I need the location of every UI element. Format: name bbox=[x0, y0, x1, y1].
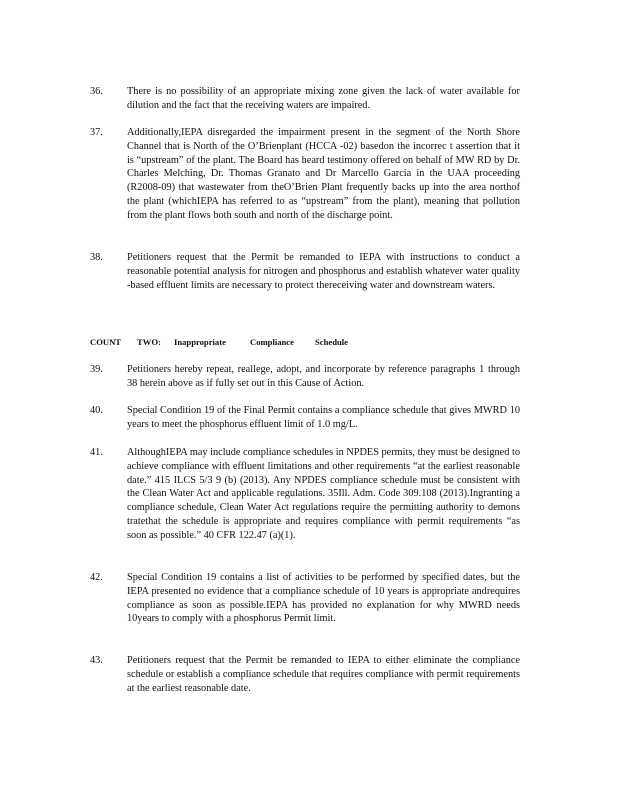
paragraph-number: 42. bbox=[90, 572, 103, 583]
paragraph-39 bbox=[90, 363, 520, 391]
paragraph-text: There is no possibility of an appropriate mixing zone given the lack of water available for dilution and the fact that the receiving waters are impaired. bbox=[127, 86, 520, 111]
paragraph-text: AlthoughIEPA may include compliance schedules in NPDES permits, they must be designed to achieve compliance with effluent limitations and other requirements “at the earliest reasonable date.” 415 ILCS 5/3 9 (b) (2013). Any NPDES compliance schedule must be consistent with the Clean Water Act and applicable regulations. 35Ill. Adm. Code 309.108 (2013).Ingranting a compliance schedule, Clean Water Act regulations require the permitting authority to demons tratethat the schedule is appropriate and requires compliance with permit requirements “as soon as possible.” 40 CFR 122.47 (a)(1). bbox=[127, 447, 520, 541]
paragraph-number: 39. bbox=[90, 364, 103, 375]
paragraph-text: Petitioners hereby repeat, reallege, adopt, and incorporate by reference paragraphs 1 through 38 herein above as if fully set out in this Cause of Action. bbox=[127, 364, 520, 389]
count-number: TWO: bbox=[137, 337, 161, 347]
paragraph-text: Special Condition 19 contains a list of activities to be performed by specified dates, but the IEPA presented no evidence that a compliance schedule of 10 years is appropriate andrequires compliance as soon as possible.IEPA has provided no explanation for why MWRD needs 10years to comply with a phosphorus Permit limit. bbox=[127, 572, 520, 625]
paragraph-40 bbox=[90, 404, 520, 432]
paragraph-number: 36. bbox=[90, 86, 103, 97]
count-title-word: Schedule bbox=[315, 337, 348, 347]
paragraph-number: 37. bbox=[90, 127, 103, 138]
paragraph-text: Petitioners request that the Permit be remanded to IEPA to either eliminate the compliance schedule or establish a compliance schedule that requires compliance with permit requirements at the earliest reasonable date. bbox=[127, 655, 520, 694]
paragraph-text: Petitioners request that the Permit be remanded to IEPA with instructions to conduct a reasonable potential analysis for nitrogen and phosphorus and establish whatever water quality -based effluent limits are necessary to protect thereceiving water and downstream waters. bbox=[127, 252, 520, 291]
paragraph-number: 43. bbox=[90, 655, 103, 666]
paragraph-number: 38. bbox=[90, 252, 103, 263]
count-title-word: Inappropriate bbox=[174, 337, 226, 347]
paragraph-number: 41. bbox=[90, 447, 103, 458]
paragraph-38 bbox=[90, 251, 520, 292]
paragraph-43 bbox=[90, 654, 520, 695]
count-label: COUNT bbox=[90, 337, 122, 347]
paragraph-text: Additionally,IEPA disregarded the impairment present in the segment of the North Shore Channel that is North of the O’Brienplant (HCCA -02) basedon the incorrec t assertion that it is “upstream” of the plant. The Board has heard testimony offered on behalf of MW RD by Dr. Charles Melching, Dr. Thomas Granato and Dr Marcello Garcia in the UAA proceeding (R2008-09) that wastewater from theO’Brien Plant frequently backs up into the area northof the plant (whichIEPA has referred to as “upstream” from the plant), meaning that pollution from the plant flows both south and north of the discharge point. bbox=[127, 127, 520, 221]
paragraph-text: Special Condition 19 of the Final Permit contains a compliance schedule that gives MWRD 10 years to meet the phosphorus effluent limit of 1.0 mg/L. bbox=[127, 405, 520, 430]
paragraph-37 bbox=[90, 126, 520, 223]
paragraph-41 bbox=[90, 446, 520, 543]
paragraph-number: 40. bbox=[90, 405, 103, 416]
paragraph-42 bbox=[90, 571, 520, 626]
paragraph-36 bbox=[90, 85, 520, 113]
count-title-word: Compliance bbox=[250, 337, 294, 347]
